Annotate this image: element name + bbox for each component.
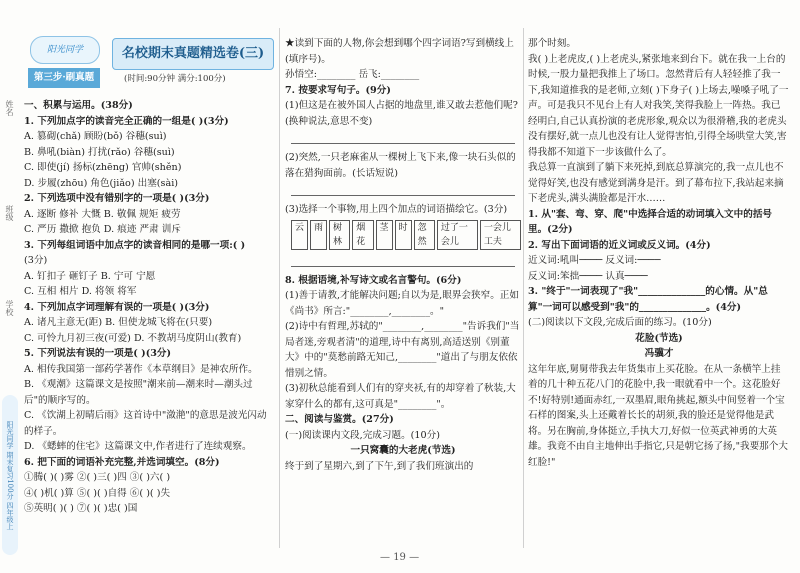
answer-line[interactable] xyxy=(291,129,515,144)
word-box: 云 xyxy=(291,220,308,250)
text-line: 我( )上老虎皮,( )上老虎头,紧张地来到台下。就在我一上台的时候,一股力量把我推上了场口。忽然背后有人轻轻推了我一下,我知道推我的是老师,立刻( )下身子( )上场去,噪嗓子吼了一声。可是我只不见台上有人对我笑,笑得我脸上一阵热。我已经明白,自己认真扮演的老虎形象,观众以为很滑稽,我的老虎头没有摆好,就一点儿也没有让人觉得害怕,引得全场哄堂大笑,害得我都不知道下一步该做什么了。 xyxy=(528,53,789,158)
question-heading: 6. 把下面的词语补充完整,并选词填空。(8分) xyxy=(24,456,220,468)
text-line: (2)突然,一只老麻雀从一棵树上飞下来,像一块石头似的落在猎狗面前。(长话短说) xyxy=(285,152,516,179)
text-line: B. 《观潮》这篇课文是按照"潮来前—潮来时—潮头过后"的顺序写的。 xyxy=(24,379,253,406)
page-number: — 19 — xyxy=(380,552,420,563)
question-heading: 8. 根据语境,补写诗文或名言警句。(6分) xyxy=(285,274,462,286)
text-line: (2)诗中有哲理,苏轼的"________,________"告诉我们"当局者迷,旁观者清"的道理,诗中有离别,高适送别《别董大》中的"莫愁前路无知己,________"道出了与朋友依依惜别之情。 xyxy=(285,321,520,379)
question-heading: 2. 下列选项中没有错别字的一项是( )(3分) xyxy=(24,193,210,204)
brand-strip: 阳光同学 期末复习100分 四年级上 xyxy=(2,395,18,555)
column-1-body xyxy=(24,98,274,517)
school-label: 学校 xyxy=(5,300,14,316)
text-line: A. 逐断 修补 大慨 B. 敬佩 规矩 疲劳 xyxy=(24,208,181,220)
text-line: C. 《饮湖上初晴后雨》这首诗中"潋滟"的意思是波光闪动的样子。 xyxy=(24,410,267,437)
answer-line[interactable] xyxy=(291,252,515,267)
divider xyxy=(523,28,524,548)
question-heading: 1. 下列加点字的读音完全正确的一组是( )(3分) xyxy=(24,115,229,127)
word-box: 忽然 xyxy=(414,220,435,250)
word-box: 一会儿工夫 xyxy=(480,220,521,250)
divider xyxy=(279,28,280,548)
word-box-row xyxy=(291,220,521,250)
word-box: 烟花 xyxy=(352,220,373,250)
text-line: D. 《蟋蟀的住宅》这篇课文中,作者进行了连续观察。 xyxy=(24,441,252,452)
text-line: 这年年底,舅舅带我去年货集市上买花脸。在从一条横竿上挂着的几十种五花八门的花脸中,我一眼就看中一个。这花脸好不!好特别!通面赤红,一双墨眉,眼角挑起,额头中间竖着一个宝石样的图案,头上还戴着长长的胡须,我的脸还是觉得他是武将。另在胸前,身体挺立,手执大刀,好似一位英武神勇的大英雄。我竟不由自主地伸出手指它,只是朝它扬了扬,"我要那个大红脸!" xyxy=(528,363,788,468)
question-heading: 5. 下列说法有误的一项是( )(3分) xyxy=(24,348,172,359)
word-box: 茎 xyxy=(376,220,393,250)
column-3-body xyxy=(528,36,790,470)
question-heading: 2. 写出下面词语的近义词或反义词。(4分) xyxy=(528,239,711,251)
question-heading: 3. 下列每组词语中加点字的读音相同的是哪一项:( ) xyxy=(24,239,246,251)
exam-title: 名校期末真题精选卷(三) xyxy=(112,38,274,70)
text-line: 我总算一直演到了躺下来死掉,到底总算演完的,我一点儿也不觉得好笑,也没有感觉到满身是汗。到了幕布拉下,我站起来摘下老虎头,满头满脸都是汗水…… xyxy=(528,162,784,204)
passage-title: 花脸(节选) xyxy=(635,332,683,344)
text-line: ⑤英明( )( ) ⑦( )( )忠( )国 xyxy=(24,503,138,514)
question-heading: 4. 下列加点字词理解有误的一项是( )(3分) xyxy=(24,301,210,313)
column-2-body xyxy=(285,36,521,474)
text-line: ①腾( )( )雾 ②( )三( )四 ③( )六( ) xyxy=(24,472,171,483)
question-heading: 一、积累与运用。(38分) xyxy=(24,100,133,111)
page-number-value: 19 xyxy=(393,552,406,563)
brand-logo: 阳光同学 xyxy=(30,36,100,64)
text-line: (3分) xyxy=(24,255,48,266)
text-line: A. 篡砌(chǎ) 顾盼(bǒ) 谷穗(suì) xyxy=(24,131,167,142)
text-line: (1)善于请教,才能解决问题;自以为是,眼界会狭窄。正如《尚书》所言:"________,________。" xyxy=(285,290,519,317)
text-line: (1)但这是在被外国人占据的地盘里,谁又敢去惹他们呢?(换种说法,意思不变) xyxy=(285,100,518,127)
column-2 xyxy=(285,0,521,573)
passage-title: 冯骥才 xyxy=(644,348,674,359)
text-line: 反义词:笨拙──── 认真──── xyxy=(528,270,648,282)
passage-title: 一只窝囊的大老虎(节选) xyxy=(350,445,456,456)
question-heading: 3. "终于"一词表现了"我"______________的心情。从"总算"一词可以感受到"我"的______________。(4分) xyxy=(528,286,768,313)
text-line: 孙悟空:________ 岳飞:________ xyxy=(285,69,420,80)
text-line: A. 钉扣子 砸钉子 B. 宁可 宁愿 xyxy=(24,270,156,282)
text-line: D. 步履(zhōu) 角色(jiǎo) 出塞(sài) xyxy=(24,177,179,189)
text-line: 那个时刻。 xyxy=(528,38,576,49)
side-margin xyxy=(0,0,22,573)
text-line: A. 诸凡主意无(距) B. 但使龙城飞将在(只要) xyxy=(24,317,213,328)
text-line: C. 可怜九月初三夜(可爱) D. 不教胡马度阴山(教育) xyxy=(24,332,242,344)
name-label: 姓名 xyxy=(5,100,14,116)
column-1 xyxy=(24,0,274,573)
word-box: 时 xyxy=(395,220,412,250)
text-line: (二)阅读以下文段,完成后面的练习。(10分) xyxy=(528,317,712,328)
text-line: 近义词:吼叫──── 反义词:──── xyxy=(528,255,661,266)
question-heading: 7. 按要求写句子。(9分) xyxy=(285,84,391,96)
exam-meta: (时间:90分钟 满分:100分) xyxy=(124,74,226,84)
text-line: (一)阅读课内文段,完成习题。(10分) xyxy=(285,429,440,441)
text-line: ★读到下面的人物,你会想到哪个四字词语?写到横线上(填序号)。 xyxy=(285,38,514,65)
word-box: 雨 xyxy=(310,220,327,250)
word-box: 过了一会儿 xyxy=(437,220,478,250)
text-line: 终于到了星期六,到了下午,到了我们班演出的 xyxy=(285,460,474,472)
text-line: ④( )机( )算 ⑤( )( )自得 ⑥( )( )失 xyxy=(24,487,171,499)
answer-line[interactable] xyxy=(291,181,515,196)
step-badge: 第三步·刷真题 xyxy=(28,68,100,88)
text-line: C. 严历 撒掀 抱负 D. 痕迹 严肃 训斥 xyxy=(24,224,181,235)
text-line: B. 鼻吼(biàn) 打扰(rǎo) 谷穗(suì) xyxy=(24,146,175,158)
word-box: 树林 xyxy=(329,220,350,250)
text-line: C. 即使(jí) 扬标(zhēng) 官帅(shěn) xyxy=(24,162,182,173)
class-label: 班级 xyxy=(5,205,14,221)
text-line: (3)初秋总能看到人们有的穿夹袄,有的却穿着了秋装,大家穿什么的都有,这可真是"________"。 xyxy=(285,383,516,410)
exam-header xyxy=(24,36,274,98)
question-heading: 二、阅读与鉴赏。(27分) xyxy=(285,414,394,425)
text-line: C. 互相 相片 D. 将领 将军 xyxy=(24,286,137,297)
question-heading: 1. 从"套、弯、穿、爬"中选择合适的动词填入文中的括号里。(2分) xyxy=(528,208,773,235)
text-line: A. 相传我国第一部药学著作《本草纲目》是神农所作。 xyxy=(24,363,258,375)
column-3 xyxy=(528,0,790,573)
text-line: (3)选择一个事物,用上四个加点的词语描绘它。(3分) xyxy=(285,204,508,215)
